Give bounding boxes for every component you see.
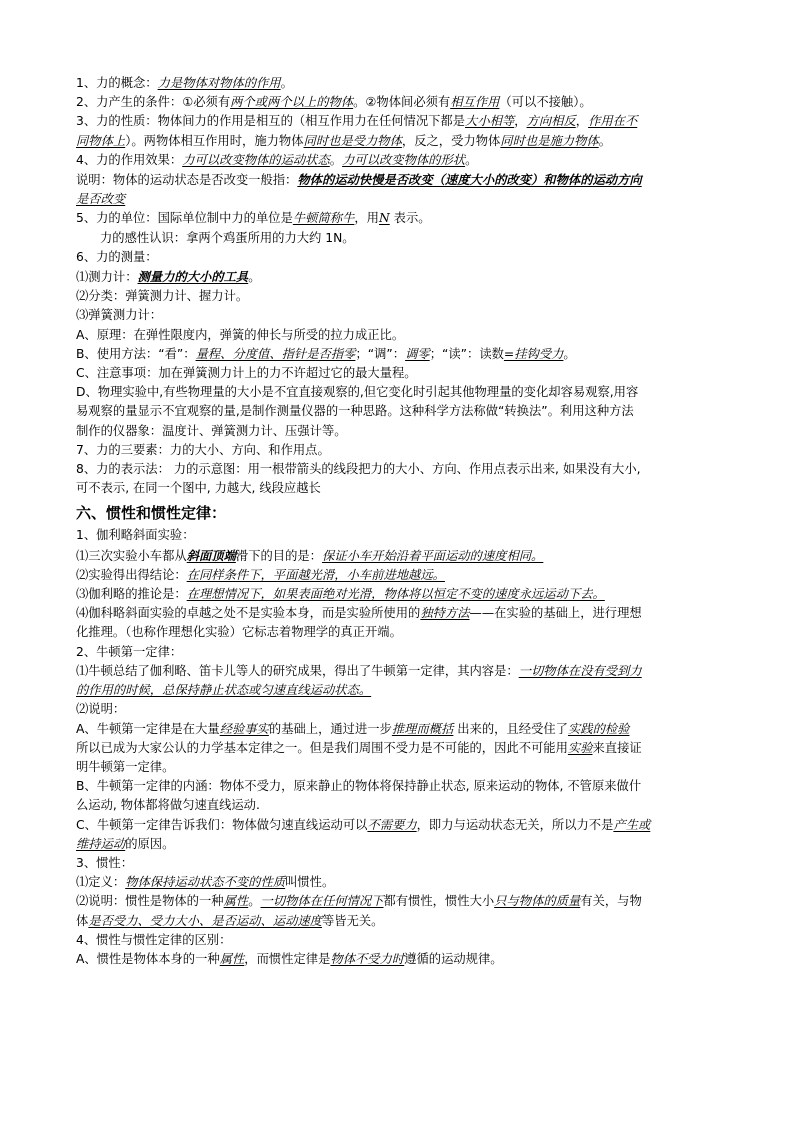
line-three-elements: 7、力的三要素：力的大小、方向、和作用点。 [76, 442, 330, 457]
line-newton-c-cont: 维持运动的原因。 [76, 836, 175, 851]
line-inertia-definition: ⑴定义：物体保持运动状态不变的性质叫惯性。 [76, 875, 335, 890]
document-page [76, 74, 722, 969]
line-newton-title: 2、牛顿第一定律： [76, 644, 183, 659]
line-force-conditions: 2、力产生的条件：①必须有两个或两个以上的物体。②物体间必须有相互作用（可以不接触）。 [76, 95, 592, 110]
line-newton-c: C、牛顿第一定律告诉我们：物体做匀速直线运动可以不需要力，即力与运动状态无关，所以力不是产生或 [76, 817, 651, 832]
line-representation-1: 8、力的表示法： 力的示意图：用一根带箭头的线段把力的大小、方向、作用点表示出来, 如果没有大小, [76, 462, 641, 477]
line-spring-scale: ⑶弹簧测力计： [76, 308, 163, 323]
line-force-nature-cont: 同物体上）。两物体相互作用时，施力物体同时也是受力物体，反之，受力物体同时也是施力物体。 [76, 133, 611, 148]
line-inertia-note-cont: 体是否受力、受力大小、是否运动、运动速度等皆无关。 [76, 913, 384, 928]
line-galileo-2: ⑵实验得出得结论：在同样条件下，平面越光滑，小车前进地越远。 [76, 567, 445, 582]
line-galileo-3: ⑶伽利略的推论是：在理想情况下，如果表面绝对光滑，物体将以恒定不变的速度永远运动下去。 [76, 587, 605, 602]
line-newton-b: B、牛顿第一定律的内涵：物体不受力，原来静止的物体将保持静止状态, 原来运动的物体, 不管原来做什 [76, 779, 642, 794]
line-motion-state-note-cont: 是否改变 [76, 192, 126, 207]
line-newton-b-cont: 么运动, 物体都将做匀速直线运动. [76, 798, 260, 813]
line-representation-2: 可不表示, 在同一个图中, 力越大, 线段应越长 [76, 481, 321, 496]
line-force-nature: 3、力的性质：物体间力的作用是相互的（相互作用力在任何情况下都是大小相等，方向相反，作用在不 [76, 114, 638, 129]
line-galileo-5: 化推理。（也称作理想化实验）它标志着物理学的真正开端。 [76, 625, 402, 640]
line-galileo-4: ⑷伽科略斜面实验的卓越之处不是实验本身，而是实验所使用的独特方法——在实验的基础上，进行理想 [76, 606, 642, 621]
line-notes: C、注意事项：加在弹簧测力计上的力不许超过它的最大量程。 [76, 366, 417, 381]
line-force-measure: 6、力的测量： [76, 249, 158, 264]
line-inertia-note: ⑵说明：惯性是物体的一种属性。一切物体在任何情况下都有惯性，惯性大小只与物体的质量有关，与物 [76, 894, 642, 909]
line-newton-1-cont: 的作用的时候，总保持静止状态或匀速直线运动状态。 [76, 683, 372, 698]
line-inertia-title: 3、惯性： [76, 855, 134, 870]
line-conversion-method-2: 易观察的量显示不宜观察的量,是制作测量仪器的一种思路。这种科学方法称做“转换法”。利用这种方法 [76, 404, 634, 419]
line-difference-title: 4、惯性与惯性定律的区别： [76, 932, 232, 947]
line-newton-a: A、牛顿第一定律是在大量经验事实的基础上，通过进一步推理而概括 出来的，且经受住了实践的检验 [76, 721, 630, 736]
line-dynamometer: ⑴测力计：测量力的大小的工具。 [76, 269, 261, 285]
line-principle: A、原理：在弹性限度内，弹簧的伸长与所受的拉力成正比。 [76, 327, 405, 342]
line-conversion-method-1: D、物理实验中,有些物理量的大小是不宜直接观察的,但它变化时引起其他物理量的变化却容易观察,用容 [76, 385, 639, 400]
line-force-effect: 4、力的作用效果：力可以改变物体的运动状态。力可以改变物体的形状。 [76, 152, 478, 167]
line-newton-1: ⑴牛顿总结了伽利略、笛卡儿等人的研究成果，得出了牛顿第一定律，其内容是：一切物体在没有受到力 [76, 663, 642, 678]
line-galileo-1: ⑴三次实验小车都从斜面顶端滑下的目的是：保证小车开始沿着平面运动的速度相同。 [76, 547, 544, 563]
line-newton-note: ⑵说明： [76, 702, 126, 717]
line-force-unit: 5、力的单位：国际单位制中力的单位是牛顿简称牛，用N 表示。 [76, 211, 431, 226]
line-galileo-title: 1、伽利略斜面实验： [76, 528, 195, 543]
line-newton-a-end: 明牛顿第一定律。 [76, 759, 175, 774]
line-difference-a: A、惯性是物体本身的一种属性，而惯性定律是物体不受力时遵循的运动规律。 [76, 951, 503, 966]
line-motion-state-note: 说明：物体的运动状态是否改变一般指：物体的运动快慢是否改变（速度大小的改变）和物体的运动方向 [76, 172, 642, 188]
line-conversion-method-3: 制作的仪器象：温度计、弹簧测力计、压强计等。 [76, 423, 347, 438]
line-classification: ⑵分类：弹簧测力计、握力计。 [76, 289, 249, 304]
line-newton-a-cont: 所以已成为大家公认的力学基本定律之一。但是我们周围不受力是不可能的，因此不可能用实验来直接证 [76, 740, 642, 755]
line-force-concept: 1、力的概念：力是物体对物体的作用。 [76, 76, 293, 90]
section-heading-inertia: 六、惯性和惯性定律： [76, 504, 227, 523]
line-usage: B、使用方法：“看”：量程、分度值、指针是否指零；“调”：调零；“读”：读数=挂钩受力。 [76, 346, 576, 361]
line-force-feel: 力的感性认识：拿两个鸡蛋所用的力大约 1N。 [100, 230, 355, 245]
